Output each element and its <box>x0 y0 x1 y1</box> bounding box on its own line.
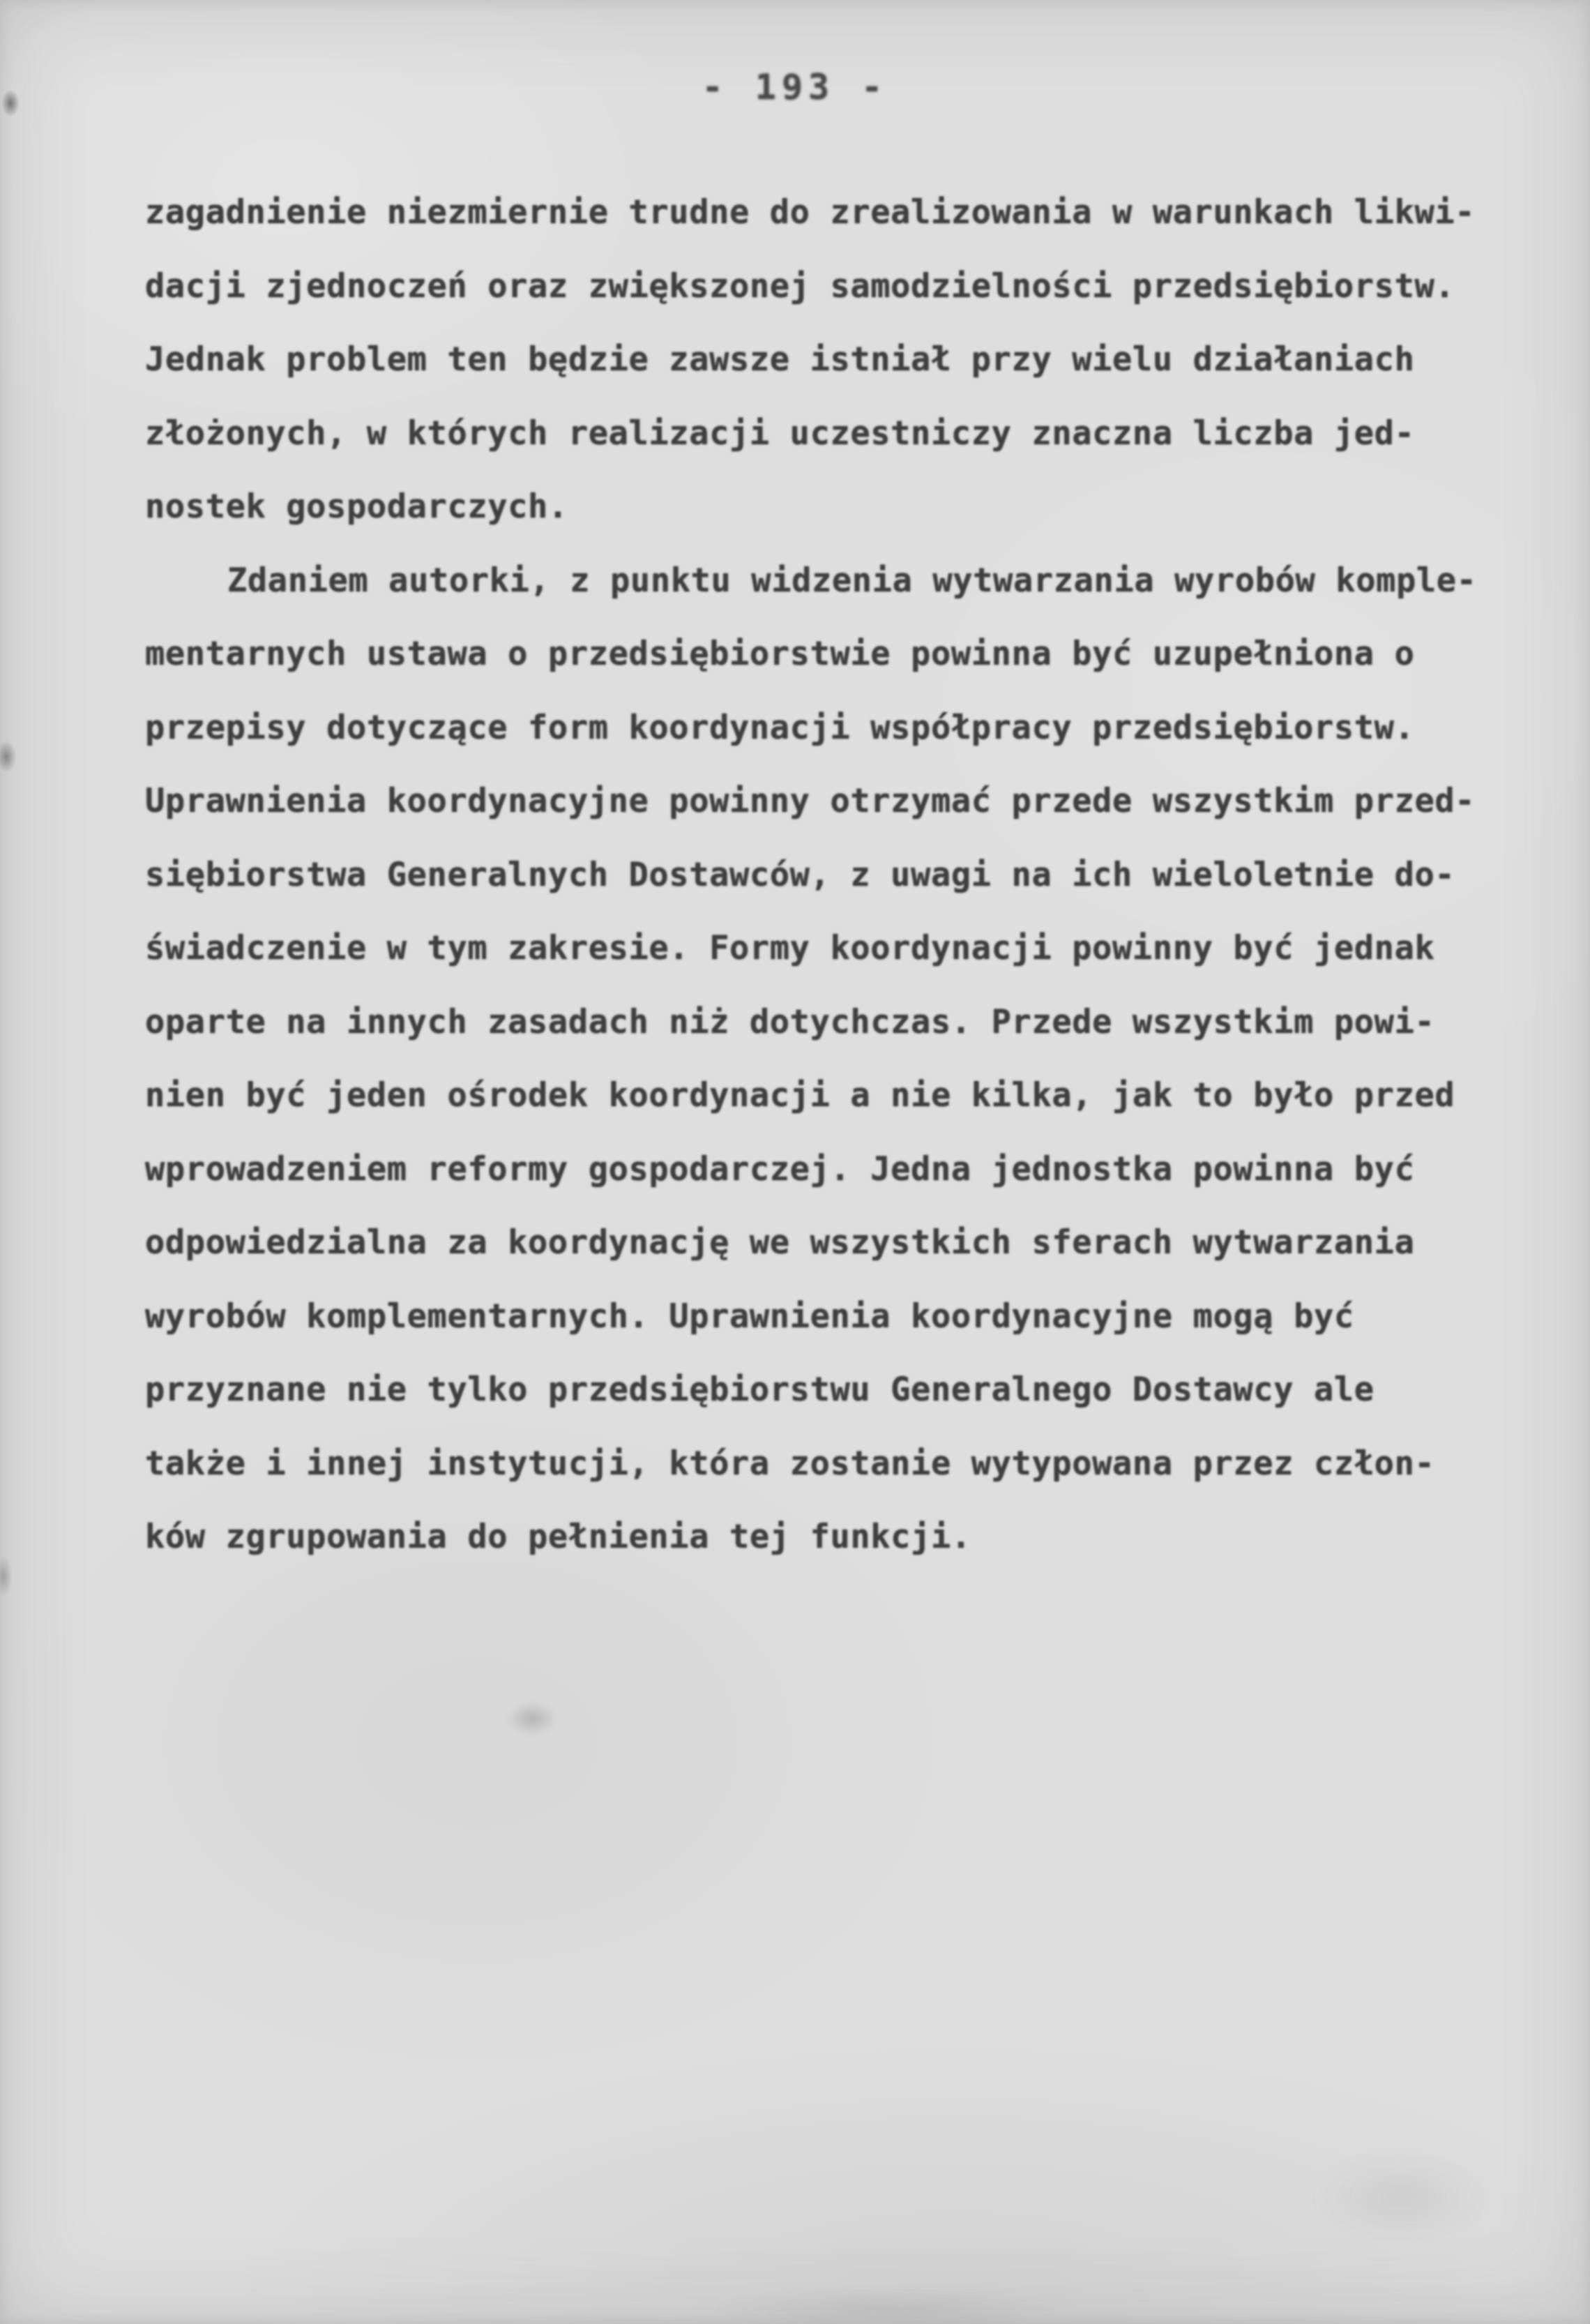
scan-artifact <box>508 1702 556 1735</box>
text-line: odpowiedzialna za koordynację we wszystkich sferach wytwarzania <box>145 1223 1415 1262</box>
text-line: także i innej instytucji, która zostanie wytypowana przez człon- <box>145 1444 1435 1483</box>
text-line: wyrobów komplementarnych. Uprawnienia koordynacyjne mogą być <box>145 1297 1354 1336</box>
text-line: Zdaniem autorki, z punktu widzenia wytwarzania wyrobów komple- <box>227 561 1477 600</box>
text-line: złożonych, w których realizacji uczestniczy znaczna liczba jed- <box>145 414 1415 453</box>
text-line: ków zgrupowania do pełnienia tej funkcji. <box>145 1518 971 1556</box>
scan-artifact <box>0 1555 13 1597</box>
text-line: przepisy dotyczące form koordynacji współpracy przedsiębiorstw. <box>145 708 1415 747</box>
body-text <box>145 176 1512 1574</box>
text-line: przyznane nie tylko przedsiębiorstwu Generalnego Dostawcy ale <box>145 1371 1375 1409</box>
text-line: siębiorstwa Generalnych Dostawców, z uwagi na ich wieloletnie do- <box>145 855 1455 894</box>
text-line: wprowadzeniem reformy gospodarczej. Jedna jednostka powinna być <box>145 1149 1415 1189</box>
scan-artifact <box>1311 2148 1492 2246</box>
text-line: Uprawnienia koordynacyjne powinny otrzymać przede wszystkim przed- <box>145 782 1476 820</box>
text-line: nostek gospodarczych. <box>145 488 568 526</box>
text-line: nien być jeden ośrodek koordynacji a nie kilka, jak to było przed <box>145 1076 1455 1115</box>
text-line: dacji zjednoczeń oraz zwiększonej samodzielności przedsiębiorstw. <box>145 266 1455 305</box>
text-line: Jednak problem ten będzie zawsze istniał przy wielu działaniach <box>145 340 1415 379</box>
scan-artifact <box>0 741 17 773</box>
text-line: świadczenie w tym zakresie. Formy koordynacji powinny być jednak <box>145 929 1435 967</box>
text-line: mentarnych ustawa o przedsiębiorstwie powinna być uzupełniona o <box>145 635 1415 673</box>
text-line: oparte na innych zasadach niż dotychczas. Przede wszystkim powi- <box>145 1002 1435 1041</box>
page-number: - 193 - <box>702 67 888 107</box>
scan-artifact <box>711 2288 1060 2324</box>
text-line: zagadnienie niezmiernie trudne do zrealizowania w warunkach likwi- <box>145 193 1476 232</box>
